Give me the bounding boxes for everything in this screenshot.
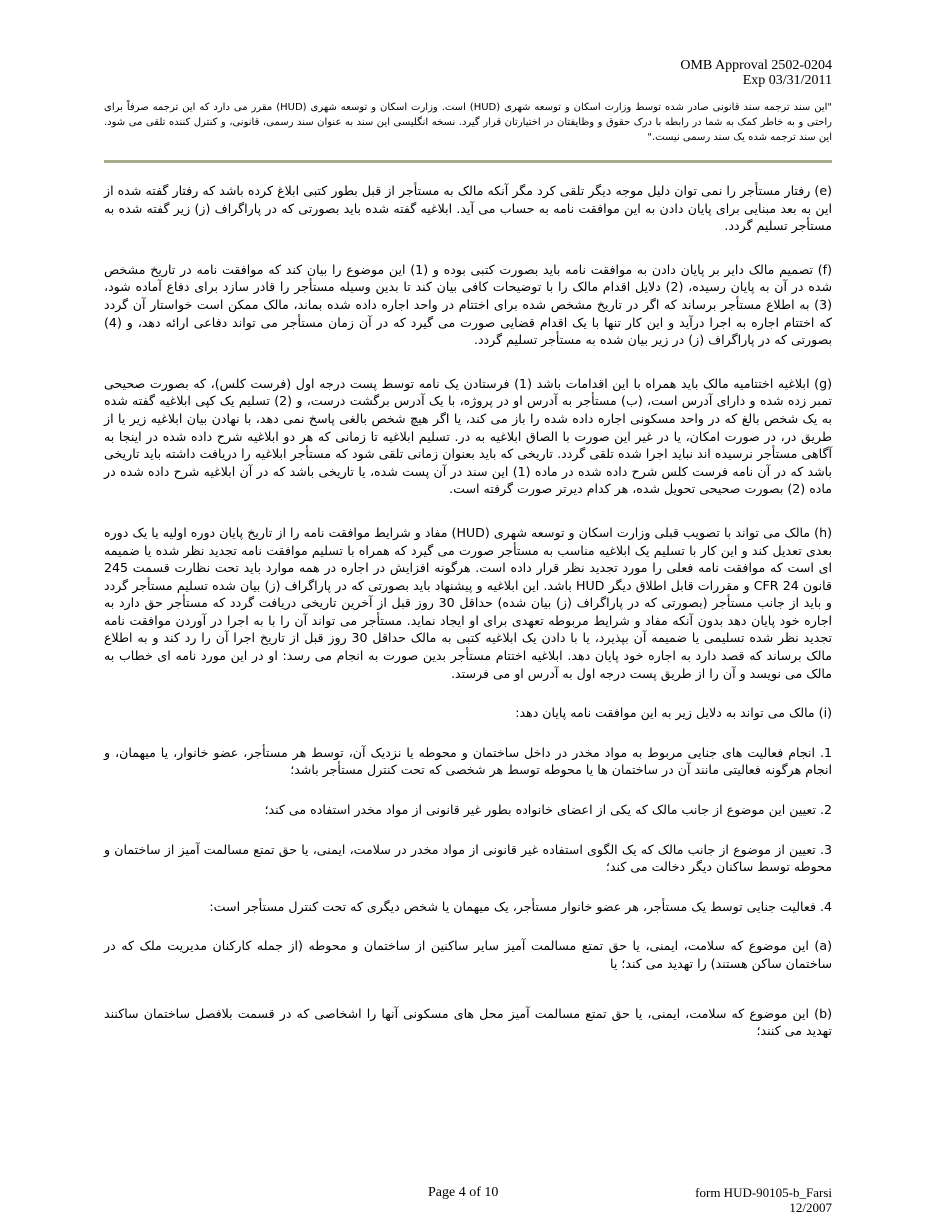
list-item-3: 3. تعیین از موضوع از جانب مالک که یک الگوی استفاده غیر قانونی از مواد مخدر در سلامت، ایمنی، یا حق تمتع مسالمت آمیز از ساختمان و محوطه توسط ساکنان دیگر دخالت می کند؛ — [104, 841, 832, 875]
translation-disclaimer: "این سند ترجمه سند قانونی صادر شده توسط وزارت اسکان و توسعه شهری (HUD) است. وزارت اسکان و توسعه شهری (HUD) مقرر می دارد که این ترجمه صرفاً برای راحتی و به خاطر کمک به شما در رابطه با درک حقوق و وظایفتان در اختیارتان قرار گیرد. نسخه انگلیسی این سند به عنوان سند رسمی، قانونی، و کنترل کننده تلقی می شود. این سند ترجمه شده یک سند رسمی نیست." — [104, 102, 832, 143]
form-identifier-block — [695, 1185, 832, 1215]
paragraph-h: (h) مالک می تواند با تصویب قبلی وزارت اسکان و توسعه شهری (HUD) مفاد و شرایط موافقت نامه را از تاریخ پایان دوره اولیه یا یک دوره بعدی تعدیل کند و این کار با تسلیم یک ابلاغیه مناسب به مستأجر صورت می گیرد که همراه با تسلیم موافقت نامه تجدید نظر شده یا ضمیمه ای است که موافقت نامه فعلی را مورد تجدید نظر قرار داده است. هرگونه افزایش در اجاره در همه موارد باید تحت نظارت قسمت 245 قانون 24 CFR و مقررات قابل اطلاق دیگر HUD باشد. این ابلاغیه و پیشنهاد باید بصورتی که در پاراگراف (ز) بیان شده تسلیم مستأجر گردد و باید از جانب مستأجر (بصورتی که در پاراگراف (ز) بیان شده) حداقل 30 روز قبل از آخرین تاریخی دریافت گردد که مستأجر حق دارد به اجاره خود پایان دهد بدون آنکه مفاد و شرایط مربوطه تعهدی برای او ایجاد نماید. مستأجر می تواند آن را با به اجرا در آوردن موافقت نامه تجدید نظر شده تسلیمی یا ضمیمه آن بپذیرد، یا با دادن یک ابلاغیه کتبی به مالک حداقل 30 روز قبل از تاریخ اجرا آن را رد کند و به اطلاع مالک برساند که قصد دارد به اجاره خود پایان دهد. ابلاغیه اختتام مستأجر بدین صورت به انجام می رسد: او در این مورد نامه ای خطاب به مالک می نویسد و آن را از طریق پست درجه اول به آدرس او می فرستد. — [104, 524, 833, 681]
paragraph-e: (e) رفتار مستأجر را نمی توان دلیل موجه دیگر تلقی کرد مگر آنکه مالک به مستأجر از قبل بطور کتبی ابلاغ کرده باشد که رفتار گفته شده از این به بعد مبنایی برای پایان دادن به این موافقت نامه به حساب می آید. ابلاغیه گفته شده باید بصورتی که در پاراگراف (ز) زیر گفته شده به مستأجر تسلیم گردد. — [104, 183, 832, 234]
list-item-1: 1. انجام فعالیت های جنایی مربوط به مواد مخدر در داخل ساختمان و محوطه یا نزدیک آن، توسط هر مستأجر، عضو خانوار، یا میهمان، و انجام هرگونه فعالیتی مانند آن در ساختمان ها یا محوطه توسط هر شخصی که تحت کنترل مستأجر باشد؛ — [104, 744, 832, 778]
header-divider — [104, 160, 832, 163]
paragraph-f: (f) تصمیم مالک دایر بر پایان دادن به موافقت نامه باید بصورت کتبی بوده و (1) این موضوع را بیان کند که موافقت نامه در تاریخ مشخص شده در آن به پایان رسیده، (2) دلایل اقدام مالک را با توضیحات کافی بیان کند تا بدین وسیله مستأجر را قادر سازد برای دفاع آماده شود، (3) به اطلاع مستأجر برساند که اگر در تاریخ مشخص شده برای اختتام در واحد اجاره داده شده بماند، مالک ممکن است خواستار آن گردد که اختتام اجاره به اجرا درآید و این کار تنها با یک اقدام قضایی صورت می گیرد که در آن زمان مستأجر می تواند دفاعی ارائه دهد، و (4) بصورتی که در پاراگراف (ز) در زیر بیان شده به مستأجر تسلیم گردد. — [104, 261, 833, 348]
paragraph-g: (g) ابلاغیه اختتامیه مالک باید همراه با این اقدامات باشد (1) فرستادن یک نامه توسط پست درجه اول (فرست کلس)، که بصورت صحیحی تمبر زده شده و دارای آدرس است، (ب) مستأجر به آدرس او در پروژه، با یک آدرس برگشت درست، و (2) تسلیم یک کپی ابلاغیه گفته شده به یک شخص بالغ که در واحد مسکونی اجاره داده شده را باز می کند، یا اگر هیچ شخص بالغی پاسخ نمی دهد، با نهادن بیان ابلاغیه زیر یا از طریق در، در صورت امکان، یا در غیر این صورت با الصاق ابلاغیه به در. تسلیم ابلاغیه تا زمانی که هر دو ابلاغیه شرح داده شده در اینجا به آگاهی مستأجر نرسیده اند نباید اجرا شده تلقی گردد. تاریخی که باید بعنوان زمانی تلقی شود که مستأجر ابلاغیه را دریافت داشته باید تاریخی باشد که در آن نامه فرست کلس شرح داده شده در ماده (1) این سند در آن پست شده، یا تاریخی باشد که در آن ابلاغیه شرح داده شده در ماده (2) بصورت صحیحی تحویل شده، هر کدام دیرتر صورت گرفته است. — [104, 375, 833, 497]
omb-expiration: Exp 03/31/2011 — [742, 73, 832, 88]
list-item-4: 4. فعالیت جنایی توسط یک مستأجر، هر عضو خانوار مستأجر، یک میهمان یا شخص دیگری که تحت کنترل مستأجر است: — [209, 898, 832, 914]
list-item-4a: (a) این موضوع که سلامت، ایمنی، یا حق تمتع مسالمت آمیز سایر ساکنین از ساختمان و محوطه (از جمله کارکنان مدیریت ملک که در ساختمان ساکن هستند) را تهدید می کند؛ یا — [104, 938, 832, 971]
page-number: Page 4 of 10 — [428, 1185, 499, 1200]
form-date: 12/2007 — [789, 1200, 832, 1215]
paragraph-i: (i) مالک می تواند به دلایل زیر به این موافقت نامه پایان دهد: — [515, 705, 832, 721]
omb-approval-number: OMB Approval 2502-0204 — [680, 58, 832, 73]
list-item-2: 2. تعیین این موضوع از جانب مالک که یکی از اعضای خانواده بطور غیر قانونی از مواد مخدر استفاده می کند؛ — [264, 802, 832, 818]
omb-approval-block — [680, 58, 832, 88]
document-body — [104, 182, 832, 1040]
list-item-4b: (b) این موضوع که سلامت، ایمنی، یا حق تمتع مسالمت آمیز محل های مسکونی آنها را اشخاصی که در قسمت بلافصل ساختمان ساکنند تهدید می کنند؛ — [104, 1005, 832, 1039]
form-id: form HUD-90105-b_Farsi — [695, 1185, 832, 1200]
